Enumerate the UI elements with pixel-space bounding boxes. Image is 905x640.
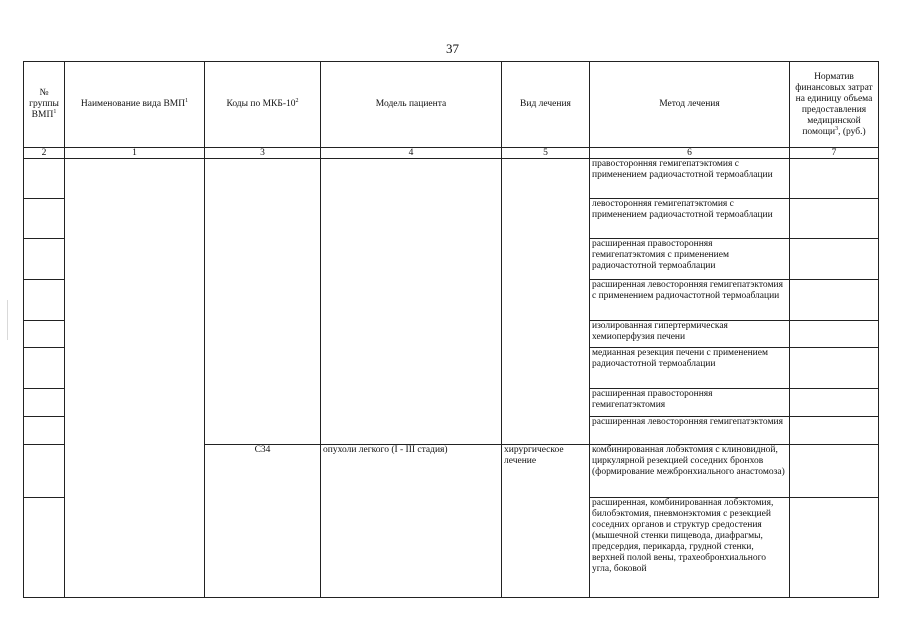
column-number: 6 <box>590 148 790 159</box>
cost-cell <box>790 280 879 321</box>
cost-cell <box>790 348 879 389</box>
header-icd-codes: Коды по МКБ-$10^2$ <box>205 62 321 148</box>
header-treatment-method: Метод лечения <box>590 62 790 148</box>
cost-cell <box>790 159 879 199</box>
column-number: 2 <box>24 148 65 159</box>
cost-cell <box>790 445 879 498</box>
method-cell: расширенная левосторонняя гемигепатэктомия с применением радиочастотной термоаблации <box>590 280 790 321</box>
model-cell <box>321 159 502 445</box>
group-cell <box>24 498 65 598</box>
table-row <box>24 159 879 199</box>
cost-cell <box>790 199 879 239</box>
group-cell <box>24 280 65 321</box>
method-cell: левосторонняя гемигепатэктомия с применением радиочастотной термоаблации <box>590 199 790 239</box>
method-cell: расширенная правосторонняя гемигепатэктомия с применением радиочастотной термоаблации <box>590 239 790 280</box>
cost-cell <box>790 417 879 445</box>
group-cell <box>24 199 65 239</box>
header-group-number: № группы ВМП$^1$ <box>24 62 65 148</box>
header-vmp-name: Наименование вида ВМП$^1$ <box>65 62 205 148</box>
group-cell <box>24 389 65 417</box>
cost-cell <box>790 321 879 348</box>
cost-cell <box>790 389 879 417</box>
page-number: 37 <box>446 41 459 56</box>
column-number: 3 <box>205 148 321 159</box>
group-cell <box>24 239 65 280</box>
method-cell: медианная резекция печени с применением радиочастотной термоаблации <box>590 348 790 389</box>
model-cell: опухоли легкого (I - III стадия) <box>321 445 502 598</box>
method-cell: комбинированная лобэктомия с клиновидной, циркулярной резекцией соседних бронхов (формирование межбронхиального анастомоза) <box>590 445 790 498</box>
group-cell <box>24 321 65 348</box>
scan-artifact <box>7 300 8 340</box>
header-cost-standard: Норматив финансовых затрат на единицу объема предоставления медицинской помощи$^3$, (руб.) <box>790 62 879 148</box>
column-number-row <box>24 148 879 159</box>
column-number: 7 <box>790 148 879 159</box>
header-patient-model: Модель пациента <box>321 62 502 148</box>
column-number: 5 <box>502 148 590 159</box>
treatment-cell: хирургическое лечение <box>502 445 590 598</box>
header-treatment-type: Вид лечения <box>502 62 590 148</box>
method-cell: расширенная, комбинированная лобэктомия, билобэктомия, пневмонэктомия с резекцией соседних органов и структур средостения (мышечной стенки пищевода, диафрагмы, предсердия, перикарда, грудной стенки, верхней полой вены, трахеобронхиального угла, боковой <box>590 498 790 598</box>
cost-cell <box>790 239 879 280</box>
treatment-cell <box>502 159 590 445</box>
cost-cell <box>790 498 879 598</box>
method-cell: расширенная правосторонняя гемигепатэктомия <box>590 389 790 417</box>
method-cell: правосторонняя гемигепатэктомия с применением радиочастотной термоаблации <box>590 159 790 199</box>
vmp-name-cell <box>65 159 205 598</box>
code-cell: С34 <box>205 445 321 598</box>
code-cell <box>205 159 321 445</box>
method-cell: изолированная гипертермическая хемиоперфузия печени <box>590 321 790 348</box>
group-cell <box>24 417 65 445</box>
column-number: 4 <box>321 148 502 159</box>
group-cell <box>24 445 65 498</box>
group-cell <box>24 348 65 389</box>
header-row <box>24 62 879 148</box>
method-cell: расширенная левосторонняя гемигепатэктомия <box>590 417 790 445</box>
vmp-table <box>23 61 879 598</box>
column-number: 1 <box>65 148 205 159</box>
group-cell <box>24 159 65 199</box>
